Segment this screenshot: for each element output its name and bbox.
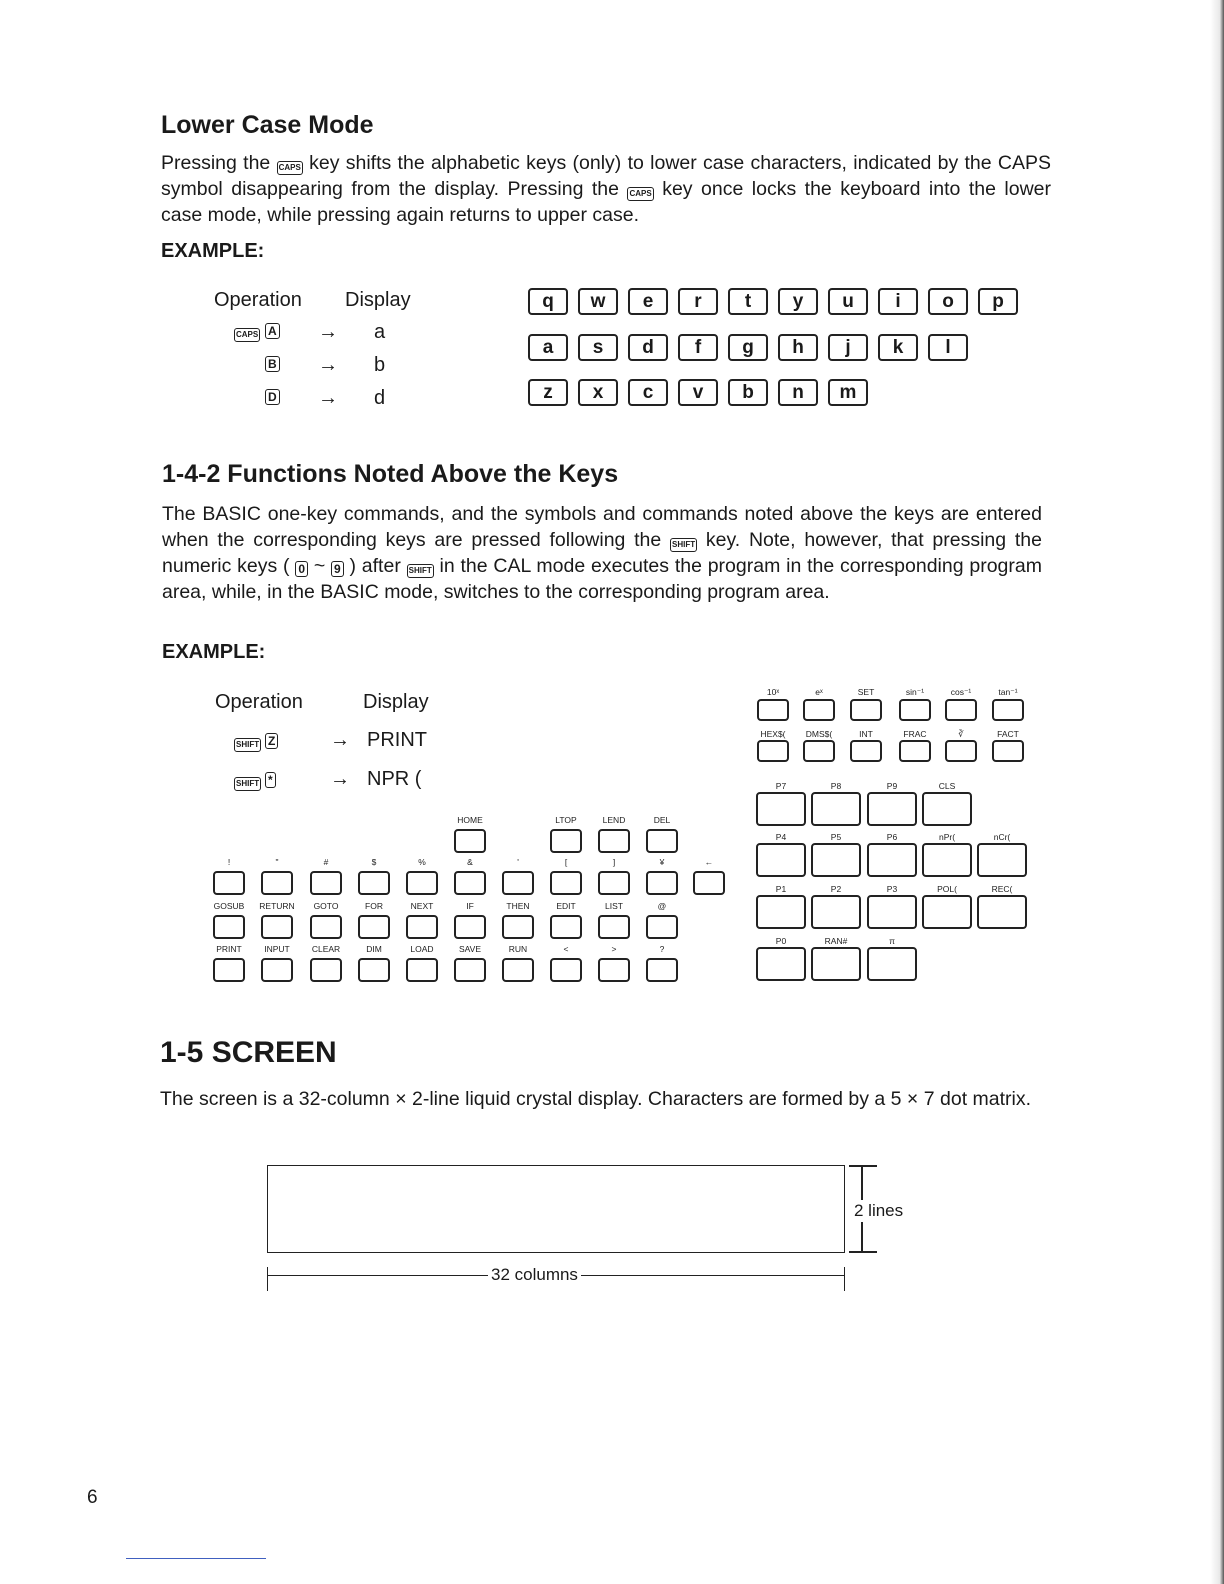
key-label: IF (466, 901, 474, 911)
keyboard-key (406, 958, 438, 982)
display-value: a (374, 321, 386, 343)
keyboard-key (757, 699, 789, 721)
keyboard-key (922, 895, 972, 929)
key-label: FOR (365, 901, 383, 911)
key-label: FACT (997, 729, 1019, 739)
keyboard-key (502, 871, 534, 895)
keyboard-key (310, 915, 342, 939)
keyboard-key (454, 958, 486, 982)
key-label: nPr( (938, 832, 956, 842)
keyboard-key (358, 871, 390, 895)
lc-example-row-1-key (265, 321, 280, 339)
fn-example-row-1 (234, 733, 261, 752)
keyboard-key (598, 829, 630, 853)
key-label: P5 (830, 832, 842, 842)
example-label-2: EXAMPLE: (162, 641, 266, 663)
key-label: cos⁻¹ (950, 687, 972, 697)
keyboard-key (811, 792, 861, 826)
shift-key-icon: SHIFT (407, 564, 434, 578)
keyboard-key (803, 740, 835, 762)
arrow: → (330, 729, 350, 751)
key-label: " (275, 857, 279, 867)
para-text: key. Note, however, that pressing the numeric keys ( (162, 529, 1042, 577)
keyboard-key: a (528, 334, 568, 361)
key-label: PRINT (216, 944, 242, 954)
fn-example-row-2 (234, 772, 261, 791)
key-label: P3 (886, 884, 898, 894)
key-label: eˣ (815, 687, 823, 697)
col-display: Display (345, 289, 411, 311)
shift-key-icon: SHIFT (234, 777, 261, 791)
keyboard-key (598, 871, 630, 895)
keyboard-key (756, 895, 806, 929)
keyboard-key (756, 792, 806, 826)
keyboard-key: s (578, 334, 618, 361)
keyboard-key (598, 958, 630, 982)
keyboard-key (922, 843, 972, 877)
key-label: THEN (506, 901, 530, 911)
key-label: sin⁻¹ (905, 687, 925, 697)
key-label: P7 (775, 781, 787, 791)
key-label: GOTO (313, 901, 339, 911)
keyboard-key (977, 843, 1027, 877)
key-label: DIM (366, 944, 382, 954)
key-label: @ (657, 901, 667, 911)
keyboard-key (550, 829, 582, 853)
key-label: DMS$( (805, 729, 833, 739)
arrow: → (318, 321, 338, 343)
keyboard-key: h (778, 334, 818, 361)
keyboard-key: z (528, 379, 568, 406)
key-0-icon: 0 (295, 561, 308, 577)
keyboard-key: y (778, 288, 818, 315)
key-label: $ (371, 857, 377, 867)
keyboard-key (867, 843, 917, 877)
keyboard-key: p (978, 288, 1018, 315)
key-label: EDIT (556, 901, 576, 911)
keyboard-key: n (778, 379, 818, 406)
keyboard-key (646, 915, 678, 939)
key-label: nCr( (993, 832, 1011, 842)
key-label: CLEAR (311, 944, 341, 954)
key-label: P4 (775, 832, 787, 842)
keyboard-key (406, 871, 438, 895)
key-label: P8 (830, 781, 842, 791)
keyboard-key (850, 740, 882, 762)
keyboard-key (850, 699, 882, 721)
columns-label: 32 columns (488, 1265, 581, 1285)
section-title-lower-case: Lower Case Mode (161, 111, 374, 139)
keyboard-key (756, 947, 806, 981)
keyboard-key (502, 958, 534, 982)
keyboard-key (756, 843, 806, 877)
key-label: π (889, 936, 895, 946)
key-label: ← (704, 857, 714, 867)
caps-key-icon: CAPS (627, 187, 653, 201)
lc-example-row-2-key (265, 354, 280, 372)
key-label: tan⁻¹ (998, 687, 1018, 697)
display-value: PRINT (367, 729, 427, 751)
key-label: HOME (457, 815, 483, 825)
keyboard-key: f (678, 334, 718, 361)
fn-example-row-1-key (265, 731, 278, 749)
caps-key-icon: CAPS (277, 161, 303, 175)
keyboard-key (213, 871, 245, 895)
key-label: ∛ (958, 729, 964, 739)
key-label: [ (564, 857, 568, 867)
key-asterisk-icon: * (265, 772, 276, 788)
col-operation: Operation (214, 289, 302, 311)
keyboard-key: t (728, 288, 768, 315)
keyboard-key (867, 792, 917, 826)
key-label: LIST (605, 901, 623, 911)
display-value: NPR ( (367, 768, 422, 790)
keyboard-key (261, 915, 293, 939)
shift-key-icon: SHIFT (234, 738, 261, 752)
example-label: EXAMPLE: (161, 240, 265, 262)
key-label: HEX$( (760, 729, 786, 739)
para-text: ) after (349, 555, 401, 577)
keyboard-key (213, 958, 245, 982)
caps-key-icon: CAPS (234, 328, 260, 342)
keyboard-key (646, 871, 678, 895)
section-title-screen: 1-5 SCREEN (160, 1036, 337, 1069)
para-text: Pressing the (161, 152, 271, 174)
para-text: in the CAL mode executes the program in the corresponding program area, while, in the BASIC mode, switches to the corresponding program area. (162, 555, 1042, 603)
keyboard-key (550, 871, 582, 895)
key-label: P2 (830, 884, 842, 894)
keyboard-key: e (628, 288, 668, 315)
keyboard-key (358, 958, 390, 982)
keyboard-key (945, 699, 977, 721)
keyboard-key (454, 915, 486, 939)
keyboard-key: v (678, 379, 718, 406)
keyboard-key (922, 792, 972, 826)
arrow: → (330, 768, 350, 790)
key-label: ? (659, 944, 665, 954)
keyboard-key (757, 740, 789, 762)
key-b-icon: B (265, 356, 280, 372)
keyboard-key: j (828, 334, 868, 361)
para-text: The BASIC one-key commands, and the symbols and commands noted above the keys are entered when the corresponding keys are pressed following the (162, 503, 1042, 551)
key-label: RETURN (259, 901, 295, 911)
page-number: 6 (87, 1487, 98, 1508)
key-label: # (323, 857, 329, 867)
key-label: > (611, 944, 617, 954)
shift-key-icon: SHIFT (670, 538, 697, 552)
para-text: ~ (313, 555, 326, 577)
key-label: P9 (886, 781, 898, 791)
para-text: key shifts the alphabetic keys (only) to lower case characters, indicated by the CAPS symbol disappearing from the display. Pressing the (161, 152, 1051, 200)
key-label: SET (857, 687, 875, 697)
keyboard-key (310, 958, 342, 982)
fn-example-row-2-key (265, 770, 276, 788)
col-operation-2: Operation (215, 691, 303, 713)
key-label: NEXT (410, 901, 434, 911)
key-label: RAN# (824, 936, 848, 946)
key-label: ! (227, 857, 231, 867)
columns-dimension-tick-right (844, 1267, 845, 1291)
keyboard-key (454, 829, 486, 853)
key-label: CLS (938, 781, 956, 791)
keyboard-key (867, 895, 917, 929)
key-label: FRAC (903, 729, 927, 739)
keyboard-key (811, 947, 861, 981)
keyboard-key: u (828, 288, 868, 315)
lc-example-row-1 (234, 323, 260, 342)
key-d-icon: D (265, 389, 280, 405)
key-label: P1 (775, 884, 787, 894)
page-edge (1210, 0, 1224, 1584)
col-display-2: Display (363, 691, 429, 713)
keyboard-key: k (878, 334, 918, 361)
keyboard-key: m (828, 379, 868, 406)
keyboard-key (261, 958, 293, 982)
key-label: < (563, 944, 569, 954)
keyboard-key: g (728, 334, 768, 361)
keyboard-key (811, 843, 861, 877)
key-label: RUN (508, 944, 528, 954)
key-label: P6 (886, 832, 898, 842)
keyboard-key: x (578, 379, 618, 406)
lc-example-row-3-key (265, 387, 280, 405)
keyboard-key (213, 915, 245, 939)
keyboard-key (867, 947, 917, 981)
key-label: % (418, 857, 426, 867)
key-a-icon: A (265, 323, 280, 339)
keyboard-key (598, 915, 630, 939)
key-label: LEND (602, 815, 626, 825)
keyboard-key (550, 915, 582, 939)
keyboard-key (977, 895, 1027, 929)
keyboard-key: o (928, 288, 968, 315)
key-label: LOAD (410, 944, 434, 954)
lower-case-paragraph (161, 150, 1051, 228)
keyboard-key: b (728, 379, 768, 406)
keyboard-key: r (678, 288, 718, 315)
keyboard-key: q (528, 288, 568, 315)
keyboard-key (899, 699, 931, 721)
keyboard-key (358, 915, 390, 939)
lines-dimension-tick-bottom (849, 1251, 877, 1253)
key-label: INT (859, 729, 873, 739)
keyboard-key (899, 740, 931, 762)
lines-label: 2 lines (854, 1201, 904, 1220)
display-value: b (374, 354, 386, 376)
keyboard-key: c (628, 379, 668, 406)
display-value: d (374, 387, 386, 409)
keyboard-key (310, 871, 342, 895)
key-label: POL( (937, 884, 957, 894)
keyboard-key (454, 871, 486, 895)
key-label: P0 (775, 936, 787, 946)
keyboard-key: l (928, 334, 968, 361)
section-title-functions: 1-4-2 Functions Noted Above the Keys (162, 460, 619, 488)
key-label: 10ˣ (766, 687, 780, 697)
arrow: → (318, 387, 338, 409)
key-9-icon: 9 (331, 561, 344, 577)
arrow: → (318, 354, 338, 376)
para-text: key once locks the keyboard into the lower case mode, while pressing again returns to upper case. (161, 178, 1052, 226)
keyboard-key (502, 915, 534, 939)
keyboard-key (811, 895, 861, 929)
key-label: INPUT (264, 944, 290, 954)
columns-dimension-tick-left (267, 1267, 268, 1291)
footer-rule (126, 1558, 266, 1559)
key-label: ¥ (659, 857, 665, 867)
keyboard-key: w (578, 288, 618, 315)
keyboard-key (992, 740, 1024, 762)
key-label: & (467, 857, 473, 867)
screen-diagram-box (267, 1165, 845, 1253)
key-label: GOSUB (213, 901, 245, 911)
key-label: ' (517, 857, 519, 867)
keyboard-key (992, 699, 1024, 721)
keyboard-key: d (628, 334, 668, 361)
keyboard-key (646, 958, 678, 982)
keyboard-key (693, 871, 725, 895)
functions-paragraph (162, 501, 1042, 605)
key-label: SAVE (458, 944, 482, 954)
keyboard-key (406, 915, 438, 939)
lines-dimension-tick-top (849, 1165, 877, 1167)
keyboard-key (261, 871, 293, 895)
key-label: LTOP (555, 815, 577, 825)
screen-paragraph: The screen is a 32-column × 2-line liquid crystal display. Characters are formed by a 5 × 7 dot matrix. (160, 1088, 1032, 1110)
key-z-icon: Z (265, 733, 278, 749)
key-label: REC( (991, 884, 1013, 894)
key-label: ] (612, 857, 616, 867)
keyboard-key (646, 829, 678, 853)
keyboard-key (550, 958, 582, 982)
keyboard-key (945, 740, 977, 762)
keyboard-key: i (878, 288, 918, 315)
key-label: DEL (653, 815, 671, 825)
keyboard-key (803, 699, 835, 721)
